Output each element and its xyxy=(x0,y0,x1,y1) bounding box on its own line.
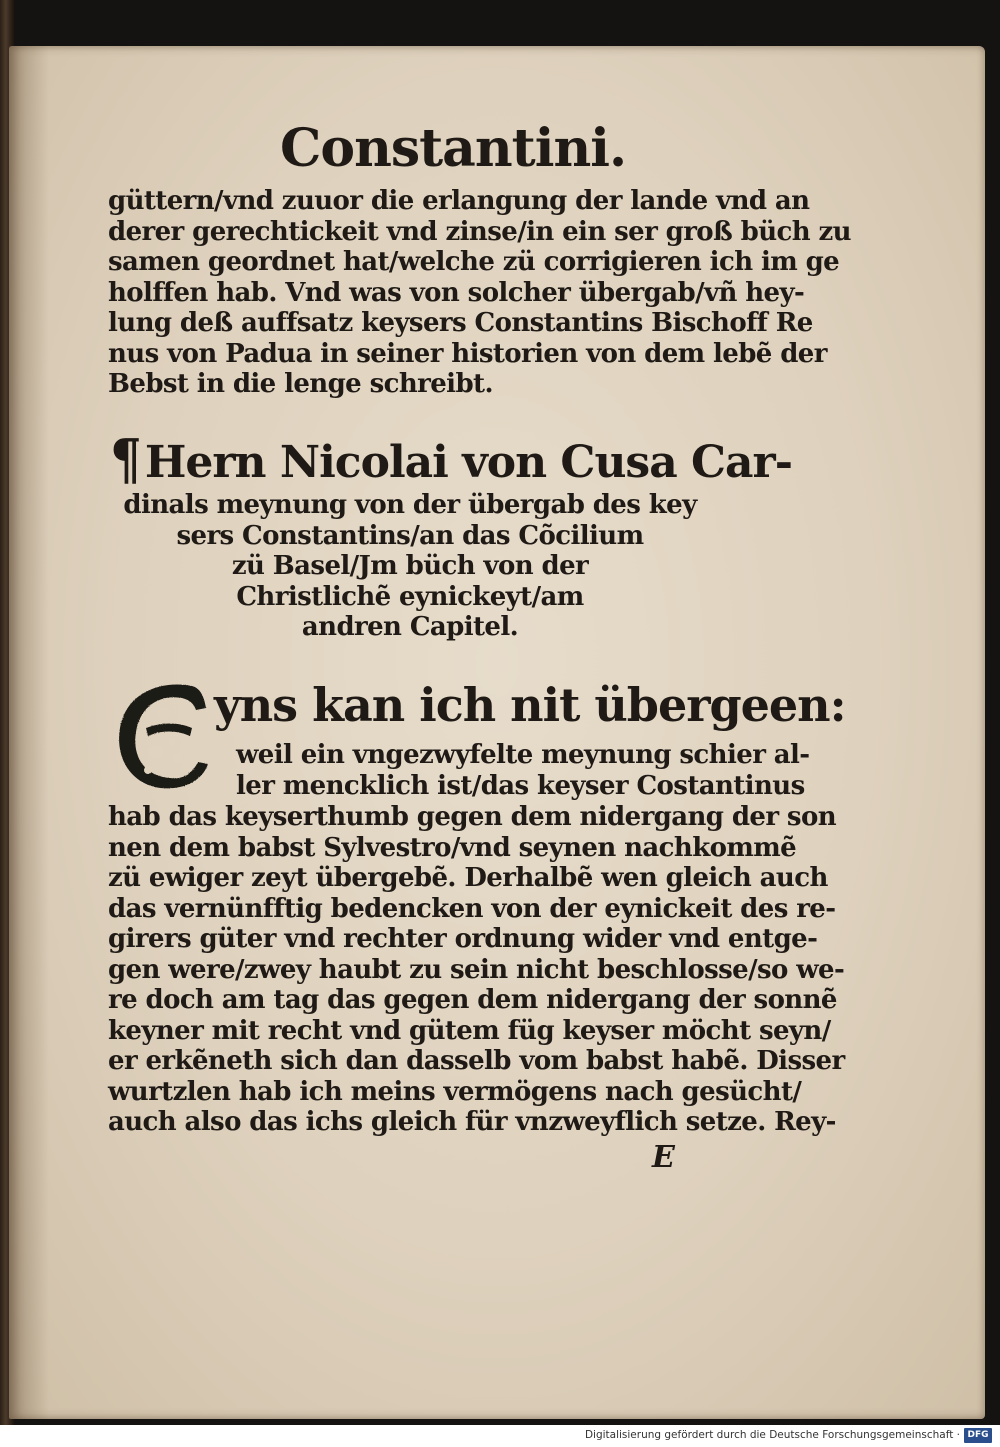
paragraph-2-first-line: yns kan ich nit übergeen: xyxy=(214,678,846,732)
paragraph-2-indented xyxy=(236,740,810,801)
dfg-logo-icon: DFG xyxy=(964,1428,992,1443)
text-line: güttern/vnd zuuor die erlangung der lande vnd an xyxy=(108,186,810,216)
text-line: er erkẽneth sich dan dasselb vom babst habẽ. Disser xyxy=(108,1046,845,1076)
heading-line: sers Constantins/an das Cõcilium xyxy=(176,520,644,551)
text-line: holffen hab. Vnd was von solcher übergab/vñ hey- xyxy=(108,277,805,308)
text-line: nus von Padua in seiner historien von dem lebẽ der xyxy=(108,338,827,369)
text-line: samen geordnet hat/welche zü corrigieren ich im ge xyxy=(108,247,840,277)
heading-line: andren Capitel. xyxy=(301,612,519,642)
text-line: re doch am tag das gegen dem nidergang der sonnẽ xyxy=(108,985,837,1015)
footer-credit: Digitalisierung gefördert durch die Deutsche Forschungsgemeinschaft · xyxy=(584,1429,960,1441)
text-line: Bebst in die lenge schreibt. xyxy=(108,369,493,399)
text-line: lung deß auffsatz keysers Constantins Bischoff Re xyxy=(108,308,813,338)
footer-bar xyxy=(0,1425,1000,1447)
page-gutter-shadow xyxy=(9,46,49,1419)
decorated-initial-letter xyxy=(112,678,212,794)
heading-first-line: Hern Nicolai von Cusa Car- xyxy=(144,437,793,488)
paragraph-2 xyxy=(108,802,845,1138)
text-line: nen dem babst Sylvestro/vnd seynen nachkommẽ xyxy=(108,832,797,863)
text-line: wurtzlen hab ich meins vermögens nach gesücht/ xyxy=(108,1076,802,1107)
text-line: zü ewiger zeyt übergebẽ. Derhalbẽ wen gleich auch xyxy=(108,863,828,893)
text-line: das vernünfftig bedencken von der eynickeit des re- xyxy=(108,893,836,924)
text-line: gen were/zwey haubt zu sein nicht beschlosse/so we- xyxy=(108,954,845,985)
text-line: weil ein vngezwyfelte meynung schier al- xyxy=(236,740,810,770)
text-line: auch also das ichs gleich für vnzweyflich setze. Rey- xyxy=(108,1107,836,1137)
running-title: Constantini. xyxy=(280,118,627,179)
heading-line: Christlichẽ eynickeyt/am xyxy=(236,581,584,612)
text-line: keyner mit recht vnd gütem füg keyser möcht seyn/ xyxy=(108,1015,831,1046)
paragraph-1 xyxy=(108,186,851,400)
heading-line: dinals meynung von der übergab des key xyxy=(123,490,697,520)
text-line: hab das keyserthumb gegen dem nidergang der son xyxy=(108,802,836,832)
text-line: ler mencklich ist/das keyser Costantinus xyxy=(236,770,805,801)
heading-line: zü Basel/Jm büch von der xyxy=(231,551,589,581)
section-heading-continuation xyxy=(110,490,710,643)
section-heading xyxy=(110,427,793,492)
pilcrow-mark: ¶ xyxy=(110,427,141,492)
text-line: girers güter vnd rechter ordnung wider vnd entge- xyxy=(108,924,818,954)
text-line: derer gerechtickeit vnd zinse/in ein ser groß büch zu xyxy=(108,216,851,247)
signature-mark: E xyxy=(652,1140,675,1175)
